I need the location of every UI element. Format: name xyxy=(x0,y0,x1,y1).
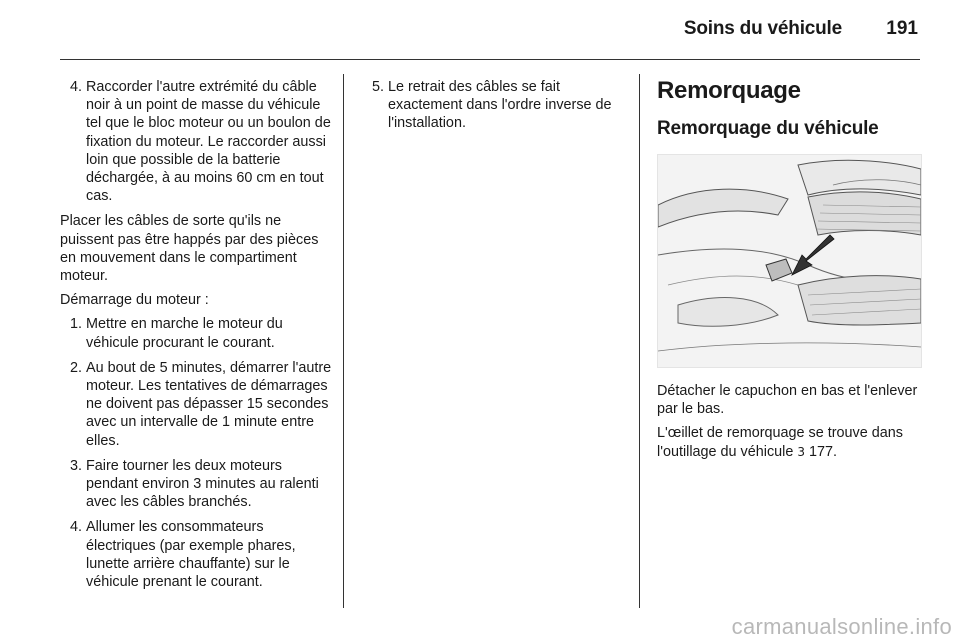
step-number: 3. xyxy=(69,457,82,474)
step-number: 1. xyxy=(69,316,82,333)
header-divider xyxy=(60,59,920,60)
step-text: Allumer les consommateurs électriques (par exemple phares, lunette arrière chauffante) sur le véhicule prenant le courant. xyxy=(86,519,296,591)
list-item xyxy=(60,78,332,205)
step-number: 5. xyxy=(371,79,384,95)
step-number: 2. xyxy=(69,359,82,376)
list-item xyxy=(60,518,332,591)
list-item xyxy=(362,78,628,133)
page-number: 191 xyxy=(886,18,918,39)
step-text: Le retrait des câbles se fait exactement dans l'ordre inverse de l'installation. xyxy=(388,79,612,132)
column-divider-2 xyxy=(639,74,640,608)
section-title: Soins du véhicule xyxy=(683,18,842,39)
section-heading: Remorquage xyxy=(657,77,801,104)
step-number: 4. xyxy=(69,79,82,95)
step-text: Faire tourner les deux moteurs pendant environ 3 minutes au ralenti avec les câbles branchés. xyxy=(86,457,319,511)
step-text: Raccorder l'autre extrémité du câble noir à un point de masse du véhicule tel que le bloc moteur ou un boulon de fixation du moteur. Le raccorder aussi loin que possible de la batterie déchargée, à au moins 60 cm en tout cas. xyxy=(86,79,331,205)
subsection-heading: Remorquage du véhicule xyxy=(657,118,879,139)
towing-cap-illustration xyxy=(657,154,922,368)
paragraph: Démarrage du moteur : xyxy=(60,292,209,309)
list-item xyxy=(60,457,332,512)
column-2 xyxy=(362,78,628,140)
column-1 xyxy=(60,78,332,598)
page-header xyxy=(0,0,960,62)
column-divider-1 xyxy=(343,74,344,608)
page-ref-arrow-icon: 3 xyxy=(797,444,805,459)
column-3 xyxy=(657,78,922,467)
step-text: Au bout de 5 minutes, démarrer l'autre moteur. Les tentatives de démarrages ne doivent pas dépasser 15 secondes avec un intervalle de 1 minute entre elles. xyxy=(86,359,332,449)
watermark: carmanualsonline.info xyxy=(731,614,952,639)
step-number: 4. xyxy=(69,519,82,536)
list-item xyxy=(60,315,332,351)
page-ref[interactable]: 177. xyxy=(809,443,838,460)
paragraph-text: L'œillet de remorquage se trouve dans l'outillage du véhicule xyxy=(657,425,903,460)
list-item xyxy=(60,359,332,450)
paragraph: Placer les câbles de sorte qu'ils ne puissent pas être happés par des pièces en mouvement dans le compartiment moteur. xyxy=(60,213,319,285)
front-bumper-drawing xyxy=(658,155,921,367)
paragraph: Détacher le capuchon en bas et l'enlever par le bas. xyxy=(657,383,918,418)
step-text: Mettre en marche le moteur du véhicule procurant le courant. xyxy=(86,316,283,351)
paragraph xyxy=(657,424,922,460)
